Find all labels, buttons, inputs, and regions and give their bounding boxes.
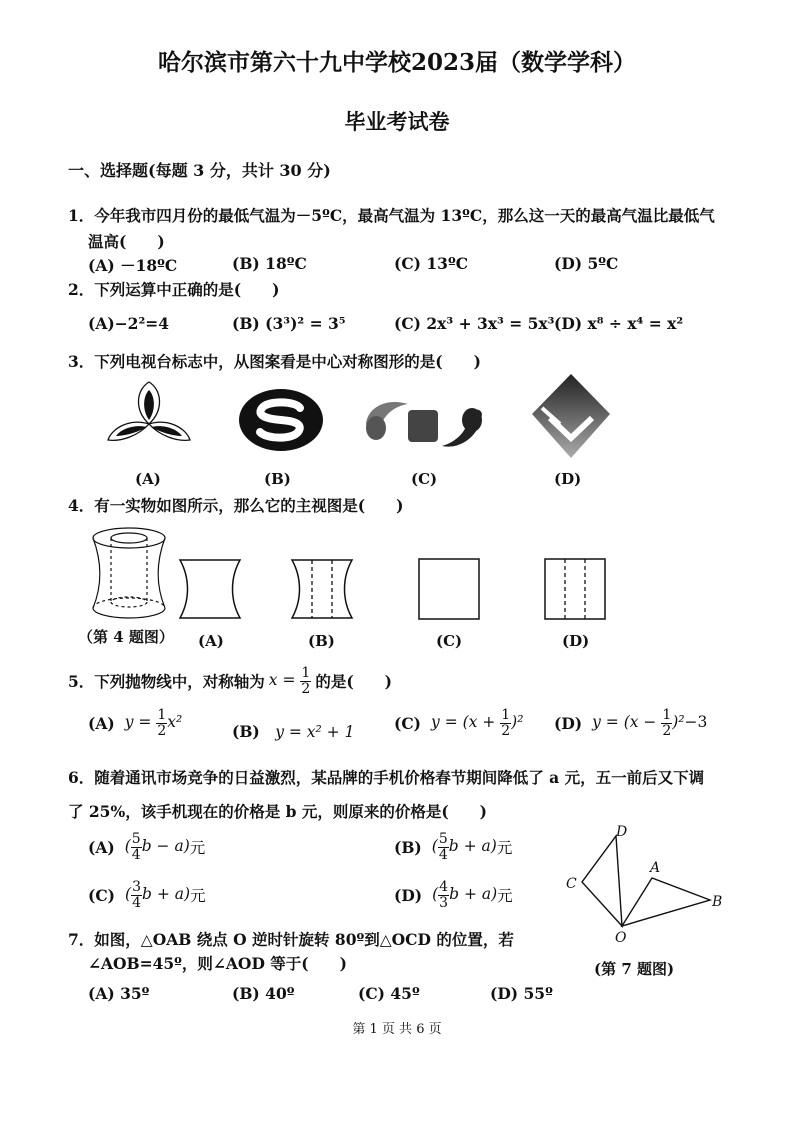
q6-option-a-unit: 元 — [189, 839, 206, 858]
q3-label-a: (A) — [135, 470, 161, 488]
q7-line1: 7．如图，△OAB 绕点 O 逆时针旋转 80º到△OCD 的位置，若 — [68, 930, 514, 949]
q6-option-c-unit: 元 — [190, 887, 206, 906]
q5-half-fraction: $\frac{1}{2}$ — [301, 665, 311, 697]
q6-option-b[interactable] — [394, 832, 512, 862]
logo-c-image[interactable] — [362, 394, 486, 454]
page-number: 第 1 页 共 6 页 — [352, 1022, 442, 1037]
q7-figure — [560, 822, 730, 950]
q1-option-d[interactable]: (D) 5ºC — [554, 254, 619, 273]
q4-option-c-figure[interactable] — [418, 558, 480, 620]
q5-option-a-label: (A) — [88, 713, 115, 733]
q4-object-figure — [88, 526, 170, 622]
q7-point-d: D — [616, 824, 628, 840]
q2-option-c[interactable]: (C) 2x³ + 3x³ = 5x³ — [394, 314, 555, 333]
q1-option-b[interactable]: (B) 18ºC — [232, 254, 307, 273]
q5-option-d-expr: y = (x − $\frac{1}{2}$ )²−3 — [592, 707, 708, 739]
q4-label-c: (C) — [436, 632, 463, 650]
q5-option-a-expr: y = $\frac{1}{2}$ x² — [124, 707, 183, 739]
q7-option-d[interactable]: (D) 55º — [490, 984, 553, 1003]
q5-option-b[interactable] — [232, 722, 354, 741]
q4-option-a-figure[interactable] — [178, 558, 242, 620]
q7-option-c[interactable]: (C) 45º — [358, 984, 420, 1003]
q1-line2: 温高( ) — [88, 232, 165, 251]
q4-caption: （第 4 题图） — [78, 628, 174, 646]
q3-label-d: (D) — [554, 470, 582, 488]
q6-line1: 6．随着通讯市场竞争的日益激烈，某品牌的手机价格春节期间降低了 a 元，五一前后又下调 — [68, 768, 705, 787]
q7-point-b: B — [712, 894, 723, 910]
q4-label-a: (A) — [198, 632, 224, 650]
q2-option-a[interactable]: (A)−2²=4 — [88, 314, 170, 333]
q6-option-a[interactable] — [88, 832, 205, 862]
q6-option-b-expr: ( $\frac{5}{4}$ b + a) — [431, 831, 497, 863]
q4-option-d-figure[interactable] — [544, 558, 606, 620]
logo-d-image[interactable] — [530, 372, 612, 460]
paper-title: 哈尔滨市第六十九中学校2023届（数学学科） — [157, 49, 636, 76]
q4-label-b: (B) — [308, 632, 335, 650]
q5-option-c-label: (C) — [394, 713, 422, 733]
q6-option-b-label: (B) — [394, 837, 422, 857]
q5-stem-b: 的是( ) — [315, 672, 392, 692]
q7-point-a: A — [650, 860, 661, 876]
q3-stem: 3．下列电视台标志中，从图案看是中心对称图形的是( ) — [68, 352, 481, 371]
q5-axis-expr: x = $\frac{1}{2}$ — [268, 665, 311, 697]
q6-option-a-label: (A) — [88, 837, 115, 857]
q5-option-a[interactable] — [88, 708, 182, 738]
q5-option-b-label: (B) — [232, 722, 260, 741]
q6-line2: 了 25%，该手机现在的价格是 b 元，则原来的价格是( ) — [68, 802, 487, 821]
q4-label-d: (D) — [562, 632, 590, 650]
q7-option-b[interactable]: (B) 40º — [232, 984, 295, 1003]
q4-stem: 4．有一实物如图所示，那么它的主视图是( ) — [68, 496, 404, 515]
q6-option-d-unit: 元 — [497, 887, 513, 906]
q6-option-d-expr: ( $\frac{4}{3}$ b + a) — [432, 879, 498, 911]
logo-b-image[interactable] — [238, 388, 324, 452]
q6-option-d[interactable] — [394, 880, 513, 910]
q1-line1: 1．今年我市四月份的最低气温为－5ºC，最高气温为 13ºC，那么这一天的最高气温比最低气 — [68, 206, 715, 225]
q5-option-c[interactable] — [394, 708, 523, 738]
q3-label-b: (B) — [264, 470, 291, 488]
q5-option-d-label: (D) — [554, 713, 583, 733]
q7-point-o: O — [615, 930, 627, 946]
q7-option-a[interactable]: (A) 35º — [88, 984, 150, 1003]
q7-line2: ∠AOB=45º，则∠AOD 等于( ) — [88, 954, 347, 973]
q2-option-d[interactable]: (D) x⁸ ÷ x⁴ = x² — [554, 314, 684, 333]
q2-option-b[interactable]: (B) (3³)² = 3⁵ — [232, 314, 346, 333]
q4-option-b-figure[interactable] — [290, 558, 354, 620]
q5-option-d[interactable] — [554, 708, 707, 738]
q6-option-d-label: (D) — [394, 885, 423, 905]
q5-option-c-expr: y = (x + $\frac{1}{2}$ )² — [431, 707, 524, 739]
paper-subtitle: 毕业考试卷 — [344, 109, 450, 134]
q7-figure-caption: (第 7 题图) — [594, 960, 675, 978]
q2-stem: 2．下列运算中正确的是( ) — [68, 280, 280, 299]
q1-option-a[interactable]: (A) －18ºC — [88, 256, 178, 275]
q6-option-a-expr: ( $\frac{5}{4}$ b − a) — [124, 831, 190, 863]
logo-a-image[interactable] — [104, 380, 194, 460]
q3-label-c: (C) — [411, 470, 438, 488]
q6-option-b-unit: 元 — [496, 839, 513, 858]
q5-stem-a: 5．下列抛物线中，对称轴为 — [68, 672, 265, 692]
q7-point-c: C — [566, 876, 577, 892]
q6-option-c-label: (C) — [88, 885, 116, 905]
q6-option-c[interactable] — [88, 880, 206, 910]
q5-option-b-expr: y = x² + 1 — [275, 723, 355, 741]
q5-stem — [68, 666, 392, 696]
section-heading: 一、选择题(每题 3 分，共计 30 分) — [68, 161, 331, 180]
q6-option-c-expr: ( $\frac{3}{4}$ b + a) — [125, 879, 191, 911]
q1-option-c[interactable]: (C) 13ºC — [394, 254, 469, 273]
